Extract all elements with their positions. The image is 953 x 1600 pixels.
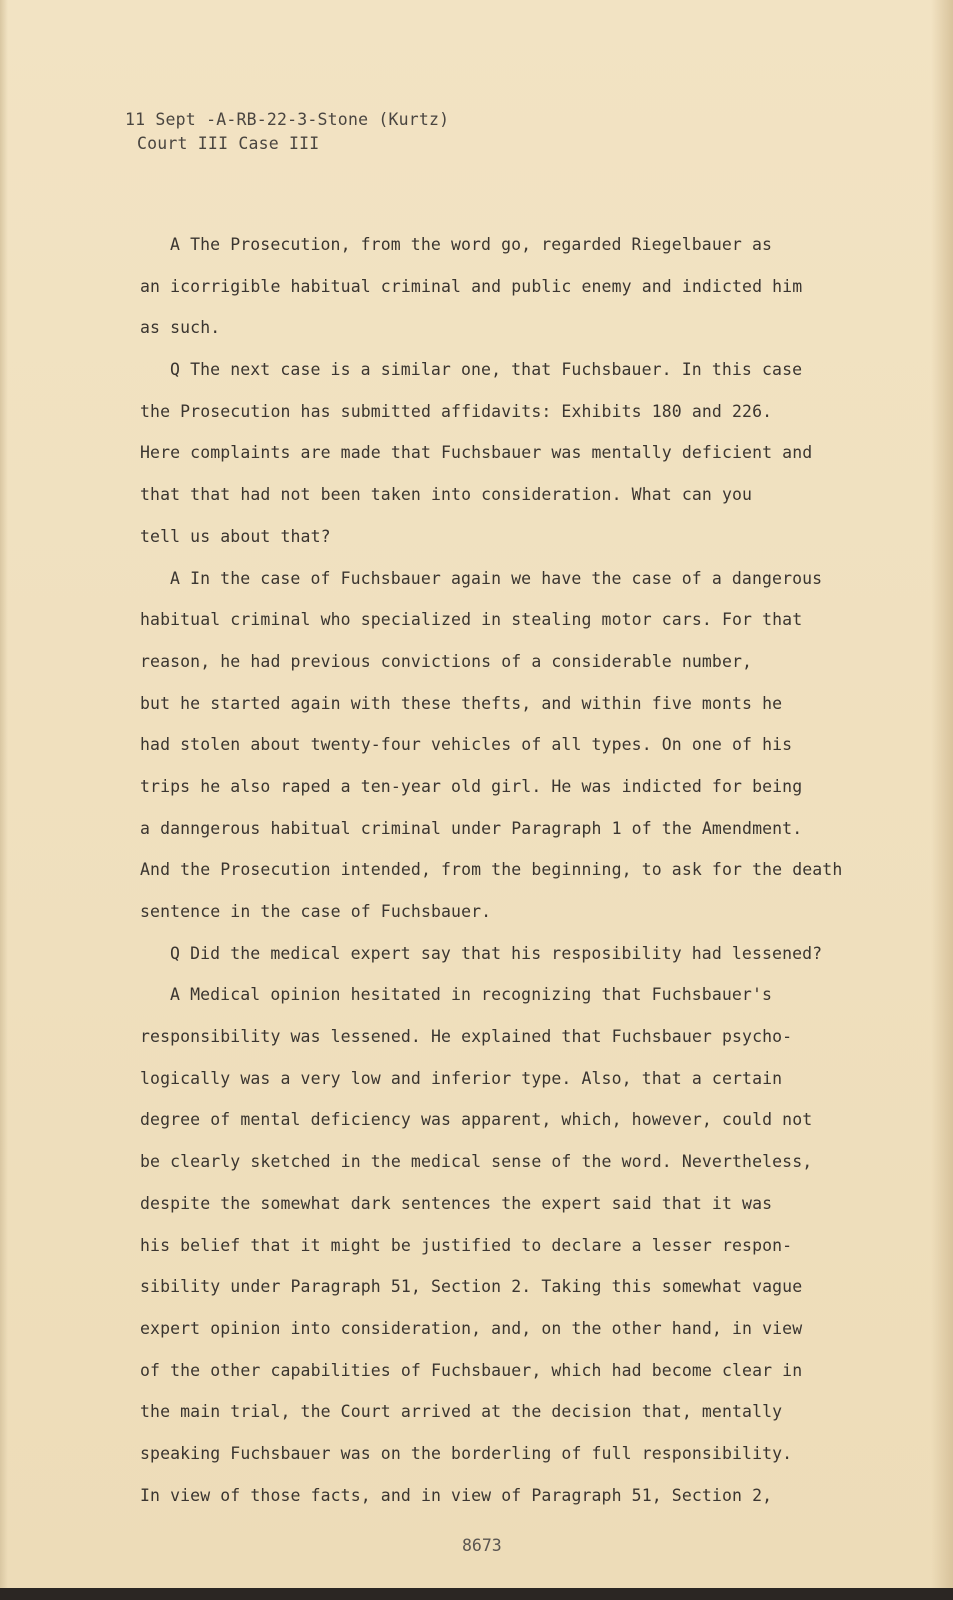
paper-right-edge <box>931 0 953 1600</box>
text-line: Here complaints are made that Fuchsbauer was mentally deficient and <box>140 443 813 463</box>
scan-bottom-border <box>0 1588 953 1600</box>
text-line: had stolen about twenty-four vehicles of all types. On one of his <box>140 735 793 755</box>
text-line: responsibility was lessened. He explained that Fuchsbauer psycho- <box>140 1027 793 1047</box>
text-line: an icorrigible habitual criminal and public enemy and indicted him <box>140 276 803 296</box>
text-line: be clearly sketched in the medical sense of the word. Nevertheless, <box>140 1152 813 1172</box>
header-line-2: Court III Case III <box>137 134 320 153</box>
page-number: 8673 <box>462 1536 502 1555</box>
text-line: a danngerous habitual criminal under Paragraph 1 of the Amendment. <box>140 818 803 838</box>
text-line: as such. <box>140 318 221 338</box>
text-line: despite the somewhat dark sentences the expert said that it was <box>140 1193 773 1213</box>
text-line: A In the case of Fuchsbauer again we have the case of a dangerous <box>170 568 823 588</box>
text-line: reason, he had previous convictions of a considerable number, <box>140 651 753 671</box>
text-line: degree of mental deficiency was apparent, which, however, could not <box>140 1110 813 1130</box>
text-line: sentence in the case of Fuchsbauer. <box>140 902 492 921</box>
text-line: Q The next case is a similar one, that Fuchsbauer. In this case <box>170 360 803 380</box>
text-line: of the other capabilities of Fuchsbauer, which had become clear in <box>140 1360 803 1380</box>
header-line-1: 11 Sept -A-RB-22-3-Stone (Kurtz) <box>125 110 450 129</box>
text-line: expert opinion into consideration, and, on the other hand, in view <box>140 1318 803 1338</box>
text-line: tell us about that? <box>140 526 331 546</box>
text-line: And the Prosecution intended, from the beginning, to ask for the death <box>140 860 843 880</box>
text-line: In view of those facts, and in view of Paragraph 51, Section 2, <box>140 1485 773 1505</box>
text-line: the main trial, the Court arrived at the decision that, mentally <box>140 1402 783 1422</box>
paper-left-edge <box>0 0 8 1600</box>
text-line: his belief that it might be justified to declare a lesser respon- <box>140 1235 793 1255</box>
document-header <box>125 108 449 156</box>
text-line: A Medical opinion hesitated in recognizing that Fuchsbauer's <box>170 985 773 1005</box>
text-line: sibility under Paragraph 51, Section 2. Taking this somewhat vague <box>140 1277 803 1297</box>
text-line: the Prosecution has submitted affidavits: Exhibits 180 and 226. <box>140 401 773 421</box>
text-line: speaking Fuchsbauer was on the borderling of full responsibility. <box>140 1443 793 1463</box>
text-line: habitual criminal who specialized in stealing motor cars. For that <box>140 610 803 630</box>
transcript-body <box>140 230 880 1522</box>
text-line: A The Prosecution, from the word go, regarded Riegelbauer as <box>170 235 773 254</box>
text-line: trips he also raped a ten-year old girl. He was indicted for being <box>140 776 803 796</box>
text-line: but he started again with these thefts, and within five monts he <box>140 693 783 713</box>
text-line: Q Did the medical expert say that his resposibility had lessened? <box>170 943 823 963</box>
text-line: logically was a very low and inferior type. Also, that a certain <box>140 1068 783 1088</box>
text-line: that that had not been taken into consideration. What can you <box>140 485 753 505</box>
